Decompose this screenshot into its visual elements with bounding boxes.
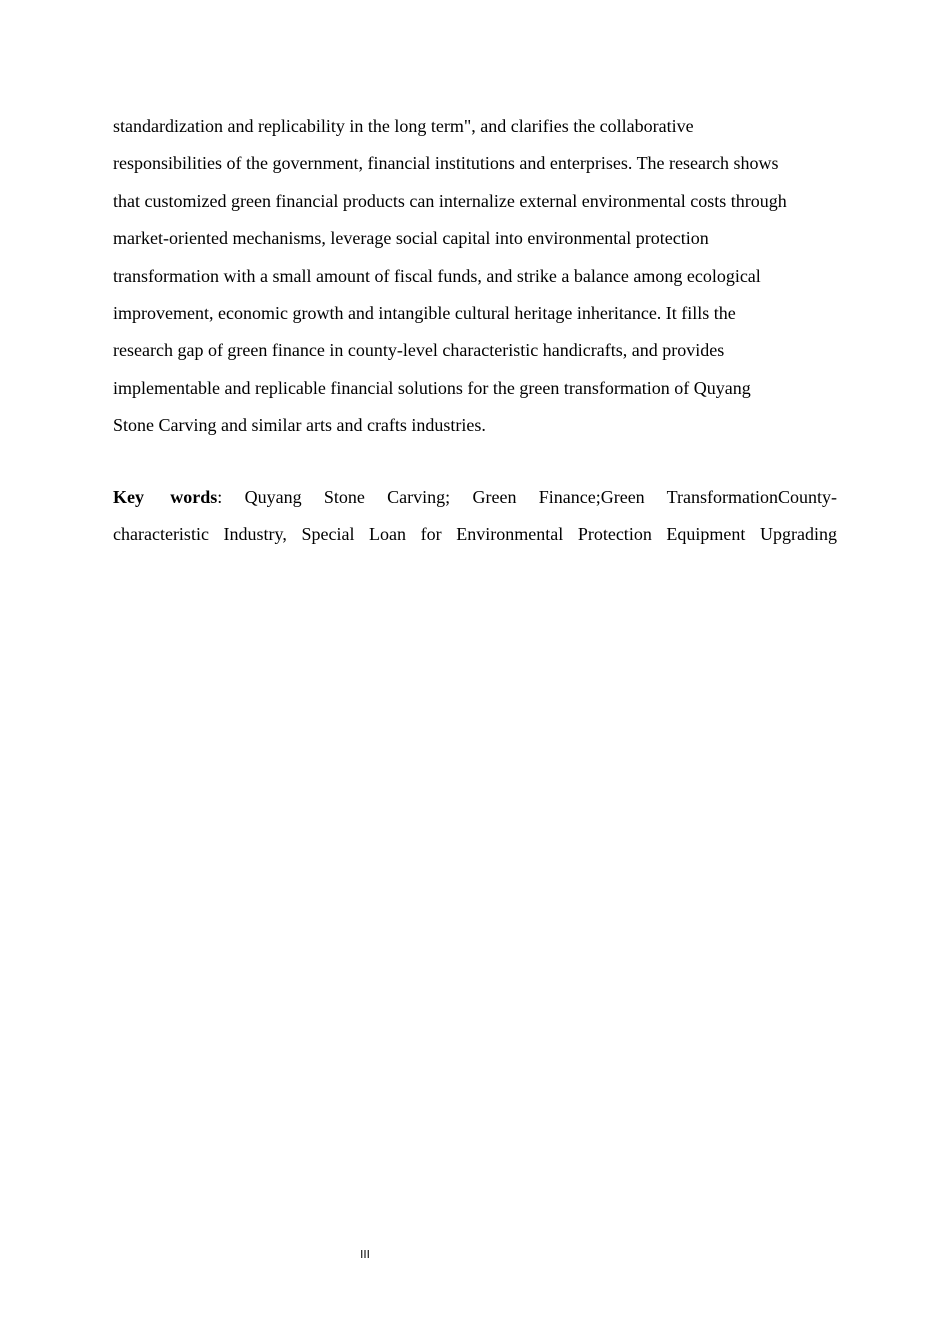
keywords-list-start: : Quyang Stone Carving; Green Finance;Green TransformationCounty- bbox=[217, 487, 837, 507]
keywords-line: characteristic Industry, Special Loan for Environmental Protection Equipment Upgrading bbox=[113, 524, 837, 544]
abstract-line: responsibilities of the government, financial institutions and enterprises. The research shows bbox=[113, 153, 779, 174]
abstract-paragraph bbox=[113, 112, 837, 449]
abstract-line: research gap of green finance in county-level characteristic handicrafts, and provides bbox=[113, 340, 725, 361]
abstract-line: improvement, economic growth and intangible cultural heritage inheritance. It fills the bbox=[113, 302, 736, 323]
abstract-line: transformation with a small amount of fiscal funds, and strike a balance among ecological bbox=[113, 265, 761, 286]
abstract-line: Stone Carving and similar arts and crafts industries. bbox=[113, 415, 486, 436]
keywords-label: Key words bbox=[113, 487, 218, 507]
keywords-line bbox=[113, 483, 837, 520]
keywords-paragraph bbox=[113, 483, 837, 557]
abstract-line: standardization and replicability in the long term", and clarifies the collaborative bbox=[113, 116, 694, 136]
page-number: III bbox=[360, 1248, 370, 1261]
abstract-line: market-oriented mechanisms, leverage social capital into environmental protection bbox=[113, 228, 709, 249]
abstract-line: implementable and replicable financial solutions for the green transformation of Quyang bbox=[113, 377, 751, 398]
abstract-line: that customized green financial products can internalize external environmental costs through bbox=[113, 190, 787, 211]
